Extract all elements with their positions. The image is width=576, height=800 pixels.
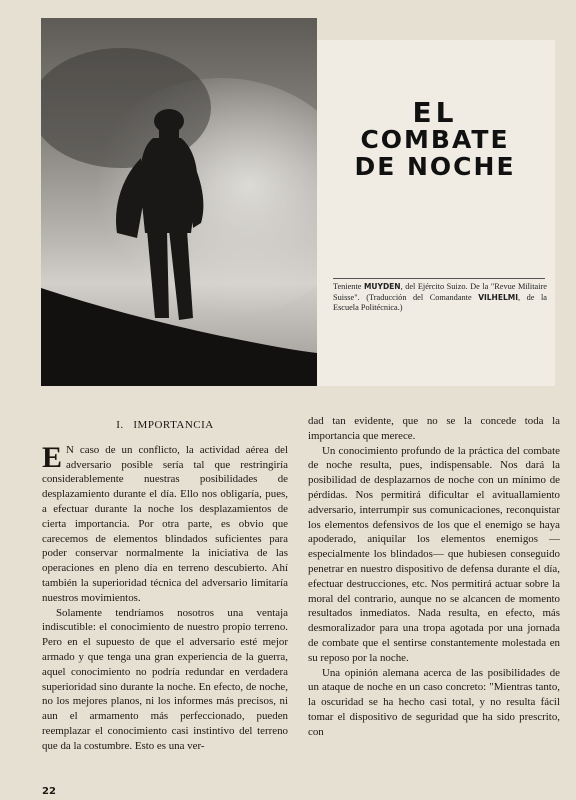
credit-suffix: , de la Escuela Politécnica.) <box>333 292 547 312</box>
paragraph-5: Una opinión alemana acerca de las posibilidades de un ataque de noche en un caso concreto: "Mientras tanto, la oscuridad se ha hecho casi total, y no resulta fácil tomar el dispositivo de seguridad que ha sido prescrito, con <box>308 666 560 738</box>
title-panel <box>317 40 555 386</box>
title-line-3: DE NOCHE <box>354 151 516 181</box>
section-heading: I. IMPORTANCIA <box>116 419 214 431</box>
drop-cap: E <box>42 440 63 474</box>
title-line-1: EL <box>412 96 458 129</box>
translator-name: VILHELMI <box>478 292 518 302</box>
paragraph-1 <box>42 440 288 606</box>
paragraph-2: Solamente tendríamos nosotros una ventaja indiscutible: el conocimiento de nuestro propio terreno. Pero en el supuesto de que el adversario esté mejor armado y que tenga una gran experiencia de la guerra, aquel conocimiento no podría redundar en verdadera superioridad sino durante la noche. En efecto, de noche, no los mejores planos, ni los informes más precisos, ni aun el armamento más perfeccionado, pueden reemplazar el conocimiento casi instintivo del terreno que da la costumbre. Esto es una ver- <box>42 606 288 752</box>
page-number: 22 <box>42 786 56 797</box>
soldier-photo <box>41 18 317 386</box>
credit-middle: , del Ejército Suizo. De la "Revue Militaire Suisse". (Traducción del Comandante <box>333 282 547 302</box>
soldier-silhouette-image <box>41 18 317 386</box>
author-credit <box>333 282 547 314</box>
left-column <box>42 418 288 754</box>
credit-prefix: Teniente <box>333 282 364 291</box>
paragraph-3: dad tan evidente, que no se la concede toda la importancia que merece. <box>308 415 560 442</box>
credit-divider <box>333 278 545 279</box>
author-name: MUYDEN <box>363 282 401 291</box>
paragraph-1-text: N caso de un conflicto, la actividad aérea del adversario posible sería tal que restringiría considerablemente nuestras posibilidades de desplazamiento durante el día. Ello nos obligaría, pues, a efectuar durante la noche los desplazamientos de cierta importancia. Por otra parte, es obvio que carecemos de elementos blindados suficientes para poder conservar normalmente la iniciativa de las operaciones en pleno día en terreno descubierto. Ahí también la superioridad técnica del adversario limitaría nuestros movimientos. <box>42 443 288 604</box>
title-line-2: COMBATE <box>360 125 510 155</box>
article-title <box>335 98 535 180</box>
paragraph-4: Un conocimiento profundo de la práctica del combate de noche resulta, pues, indispensable. Nos dará la posibilidad de desplazarnos de noche con un mínimo de pérdidas. Nos permitirá dificultar el avituallamiento adversario, interrumpir sus comunicaciones, reconquistar los elementos defensivos de los que el enemigo se haya apoderado, aniquilar los elementos enemigos —especialmente los blindados— que hubiesen conseguido penetrar en nuestro dispositivo de defensa durante el día, efectuar destrucciones, etc. Nos permitirá actuar sobre la moral del contrario, aunque no se alcancen de momento resultados inmediatos. Nada resulta, en efecto, más desmoralizador para una tropa agotada por una jornada de combate que el sentirse constantemente molestada en su reposo por la noche. <box>308 444 560 664</box>
right-column <box>308 414 560 740</box>
